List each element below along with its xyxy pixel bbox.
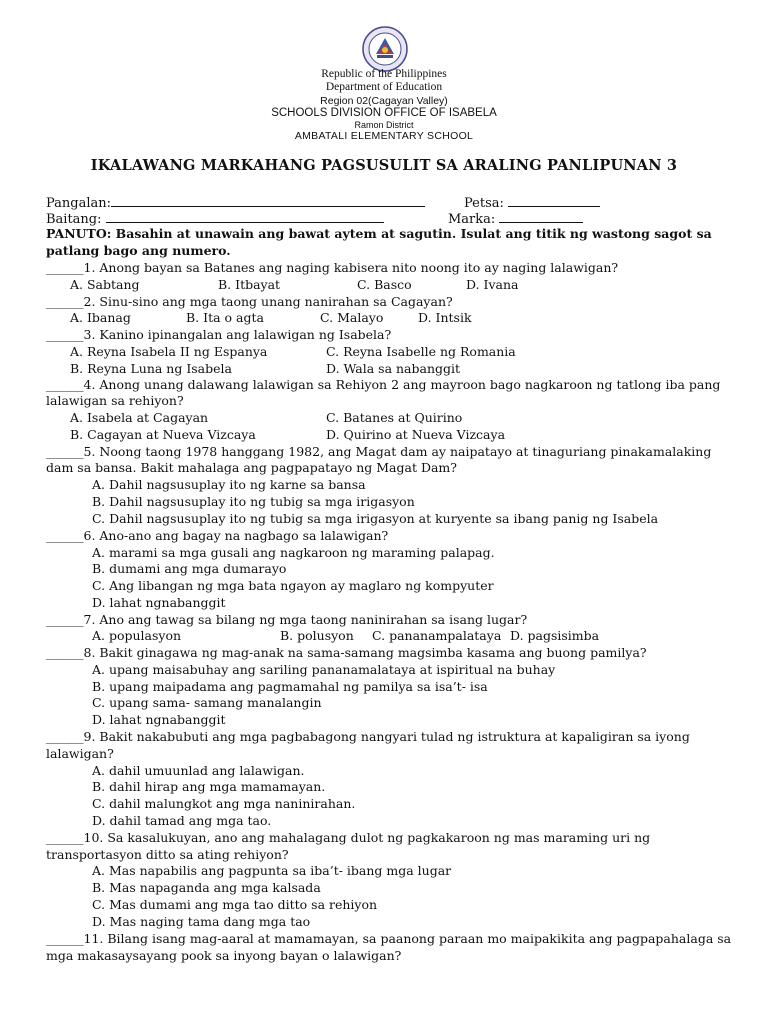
- q5-option-a[interactable]: A. Dahil nagsusuplay ito ng karne sa bansa: [92, 477, 366, 492]
- q8-option-c[interactable]: C. upang sama- samang manalangin: [92, 695, 322, 710]
- name-blank[interactable]: [111, 194, 425, 207]
- question-8: ______8. Bakit ginagawa ng mag-anak na sama-samang magsimba kasama ang buong pamilya?: [46, 645, 647, 660]
- instructions-line2: patlang bago ang numero.: [46, 243, 231, 258]
- deped-seal-icon: [362, 26, 408, 72]
- q1-option-c[interactable]: C. Basco: [357, 277, 412, 292]
- q7-option-b[interactable]: B. polusyon: [280, 628, 354, 643]
- q8-option-a[interactable]: A. upang maisabuhay ang sariling pananamalataya at ispiritual na buhay: [92, 662, 556, 677]
- question-5: ______5. Noong taong 1978 hanggang 1982, ang Magat dam ay naipatayo at tinaguriang pinakamalaking: [46, 444, 712, 459]
- region-line: Region 02(Cagayan Valley): [320, 95, 448, 107]
- question-4: ______4. Anong unang dalawang lalawigan sa Rehiyon 2 ang mayroon bago nagkaroon ng tatlong iba pang: [46, 377, 721, 392]
- q4-option-d[interactable]: D. Quirino at Nueva Vizcaya: [326, 427, 506, 442]
- instructions-text1: : Basahin at unawain ang bawat aytem at sagutin. Isulat ang titik ng wastong sagot sa: [106, 226, 712, 241]
- q10-option-c[interactable]: C. Mas dumami ang mga tao ditto sa rehiyon: [92, 897, 378, 912]
- q8-option-d[interactable]: D. lahat ngnabanggit: [92, 712, 226, 727]
- q9-option-c[interactable]: C. dahil malungkot ang mga naninirahan.: [92, 796, 356, 811]
- question-10: ______10. Sa kasalukuyan, ano ang mahalagang dulot ng pagkakaroon ng mas maraming uri ng: [46, 830, 651, 845]
- question-2: ______2. Sinu-sino ang mga taong unang nanirahan sa Cagayan?: [46, 294, 453, 309]
- q1-option-b[interactable]: B. Itbayat: [218, 277, 281, 292]
- q2-option-b[interactable]: B. Ita o agta: [186, 310, 264, 325]
- date-blank[interactable]: [508, 194, 600, 207]
- question-5-cont: dam sa bansa. Bakit mahalaga ang pagpapatayo ng Magat Dam?: [46, 460, 457, 475]
- question-11-cont: mga makasaysayang pook sa inyong bayan o lalawigan?: [46, 948, 402, 963]
- q7-option-a[interactable]: A. populasyon: [92, 628, 182, 643]
- q5-option-b[interactable]: B. Dahil nagsusuplay ito ng tubig sa mga irigasyon: [92, 494, 415, 509]
- exam-title: IKALAWANG MARKAHANG PAGSUSULIT SA ARALING PANLIPUNAN 3: [90, 157, 678, 174]
- question-4-cont: lalawigan sa rehiyon?: [46, 393, 184, 408]
- q9-option-b[interactable]: B. dahil hirap ang mga mamamayan.: [92, 779, 326, 794]
- q3-option-a[interactable]: A. Reyna Isabela II ng Espanya: [70, 344, 268, 359]
- grade-label: Baitang:: [46, 212, 102, 227]
- q7-option-c[interactable]: C. pananampalataya: [372, 628, 502, 643]
- question-9-cont: lalawigan?: [46, 746, 114, 761]
- q8-option-b[interactable]: B. upang maipadama ang pagmamahal ng pamilya sa isa’t- isa: [92, 679, 488, 694]
- q10-option-a[interactable]: A. Mas napabilis ang pagpunta sa iba’t- ibang mga lugar: [92, 863, 452, 878]
- q5-option-c[interactable]: C. Dahil nagsusuplay ito ng tubig sa mga irigasyon at kuryente sa ibang panig ng Isabela: [92, 511, 659, 526]
- q2-option-d[interactable]: D. Intsik: [418, 310, 472, 325]
- score-field[interactable]: [448, 210, 583, 227]
- q2-option-a[interactable]: A. Ibanag: [70, 310, 131, 325]
- q2-option-c[interactable]: C. Malayo: [320, 310, 384, 325]
- q1-option-a[interactable]: A. Sabtang: [70, 277, 140, 292]
- q3-option-b[interactable]: B. Reyna Luna ng Isabela: [70, 361, 232, 376]
- republic-line: Republic of the Philippines: [321, 68, 447, 80]
- q10-option-b[interactable]: B. Mas napaganda ang mga kalsada: [92, 880, 321, 895]
- grade-field[interactable]: [46, 210, 384, 227]
- q6-option-b[interactable]: B. dumami ang mga dumarayo: [92, 561, 287, 576]
- q9-option-d[interactable]: D. dahil tamad ang mga tao.: [92, 813, 272, 828]
- name-field[interactable]: [46, 194, 425, 211]
- question-3: ______3. Kanino ipinangalan ang lalawigan ng Isabela?: [46, 327, 392, 342]
- q1-option-d[interactable]: D. Ivana: [466, 277, 519, 292]
- score-label: Marka:: [448, 212, 496, 227]
- question-10-cont: transportasyon ditto sa ating rehiyon?: [46, 847, 289, 862]
- q3-option-d[interactable]: D. Wala sa nabanggit: [326, 361, 461, 376]
- division-line: SCHOOLS DIVISION OFFICE OF ISABELA: [271, 107, 497, 119]
- instructions-label: PANUTO: [46, 226, 107, 241]
- date-field[interactable]: [464, 194, 600, 211]
- question-9: ______9. Bakit nakabubuti ang mga pagbabagong nangyari tulad ng istruktura at kapaligiran sa iyong: [46, 729, 690, 744]
- q7-option-d[interactable]: D. pagsisimba: [510, 628, 600, 643]
- grade-blank[interactable]: [106, 210, 384, 223]
- q10-option-d[interactable]: D. Mas naging tama dang mga tao: [92, 914, 311, 929]
- name-label: Pangalan:: [46, 196, 112, 211]
- q6-option-d[interactable]: D. lahat ngnabanggit: [92, 595, 226, 610]
- q4-option-a[interactable]: A. Isabela at Cagayan: [70, 410, 209, 425]
- question-7: ______7. Ano ang tawag sa bilang ng mga taong naninirahan sa isang lugar?: [46, 612, 528, 627]
- q4-option-b[interactable]: B. Cagayan at Nueva Vizcaya: [70, 427, 256, 442]
- date-label: Petsa:: [464, 196, 504, 211]
- question-11: ______11. Bilang isang mag-aaral at mamamayan, sa paanong paraan mo maipakikita ang pagpapahalaga sa: [46, 931, 732, 946]
- school-line: AMBATALI ELEMENTARY SCHOOL: [294, 130, 474, 142]
- q6-option-c[interactable]: C. Ang libangan ng mga bata ngayon ay maglaro ng kompyuter: [92, 578, 494, 593]
- score-blank[interactable]: [499, 210, 583, 223]
- q4-option-c[interactable]: C. Batanes at Quirino: [326, 410, 463, 425]
- q9-option-a[interactable]: A. dahil umuunlad ang lalawigan.: [92, 763, 305, 778]
- q3-option-c[interactable]: C. Reyna Isabelle ng Romania: [326, 344, 516, 359]
- district-line: Ramon District: [354, 120, 414, 130]
- question-6: ______6. Ano-ano ang bagay na nagbago sa lalawigan?: [46, 528, 389, 543]
- instructions-line1: [46, 226, 712, 241]
- department-line: Department of Education: [325, 81, 443, 93]
- q6-option-a[interactable]: A. marami sa mga gusali ang nagkaroon ng maraming palapag.: [92, 545, 495, 560]
- question-1: ______1. Anong bayan sa Batanes ang naging kabisera nito noong ito ay naging lalawigan?: [46, 260, 619, 275]
